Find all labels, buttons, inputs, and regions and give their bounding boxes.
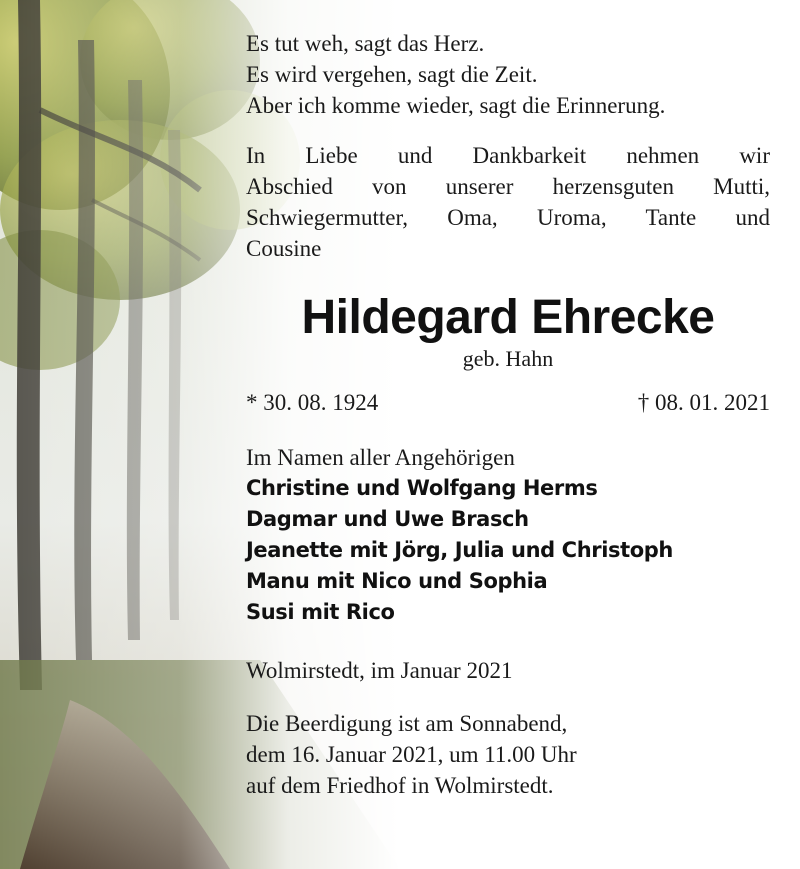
- relatives-intro: Im Namen aller Angehörigen: [246, 445, 515, 470]
- funeral-line: auf dem Friedhof in Wolmirstedt.: [246, 773, 554, 798]
- relative-entry: Jeanette mit Jörg, Julia und Christoph: [246, 538, 673, 562]
- deceased-name: Hildegard Ehrecke: [301, 291, 715, 344]
- funeral-line: dem 16. Januar 2021, um 11.00 Uhr: [246, 742, 577, 767]
- birth-name: geb. Hahn: [462, 346, 554, 371]
- intro-line: Cousine: [246, 236, 322, 261]
- poem-line: Es wird vergehen, sagt die Zeit.: [246, 62, 538, 87]
- poem-line: Es tut weh, sagt das Herz.: [246, 31, 485, 56]
- death-date: † 08. 01. 2021: [637, 390, 770, 415]
- intro-line: Schwiegermutter, Oma, Uroma, Tante und: [246, 205, 770, 230]
- relative-entry: Dagmar und Uwe Brasch: [246, 507, 529, 531]
- farewell-intro: [246, 140, 770, 264]
- relatives-list: [246, 473, 770, 628]
- intro-line: In Liebe und Dankbarkeit nehmen wir: [246, 143, 770, 168]
- relative-entry: Christine und Wolfgang Herms: [246, 476, 598, 500]
- birth-date: * 30. 08. 1924: [246, 390, 379, 415]
- text-column: [246, 18, 770, 801]
- relative-entry: Susi mit Rico: [246, 600, 395, 624]
- relative-entry: Manu mit Nico und Sophia: [246, 569, 548, 593]
- place-date: Wolmirstedt, im Januar 2021: [246, 658, 513, 683]
- intro-line: Abschied von unserer herzensguten Mutti,: [246, 174, 770, 199]
- life-dates: [246, 387, 770, 418]
- funeral-info: [246, 708, 770, 801]
- funeral-line: Die Beerdigung ist am Sonnabend,: [246, 711, 568, 736]
- poem-line: Aber ich komme wieder, sagt die Erinnerung.: [246, 93, 666, 118]
- poem: [246, 28, 770, 121]
